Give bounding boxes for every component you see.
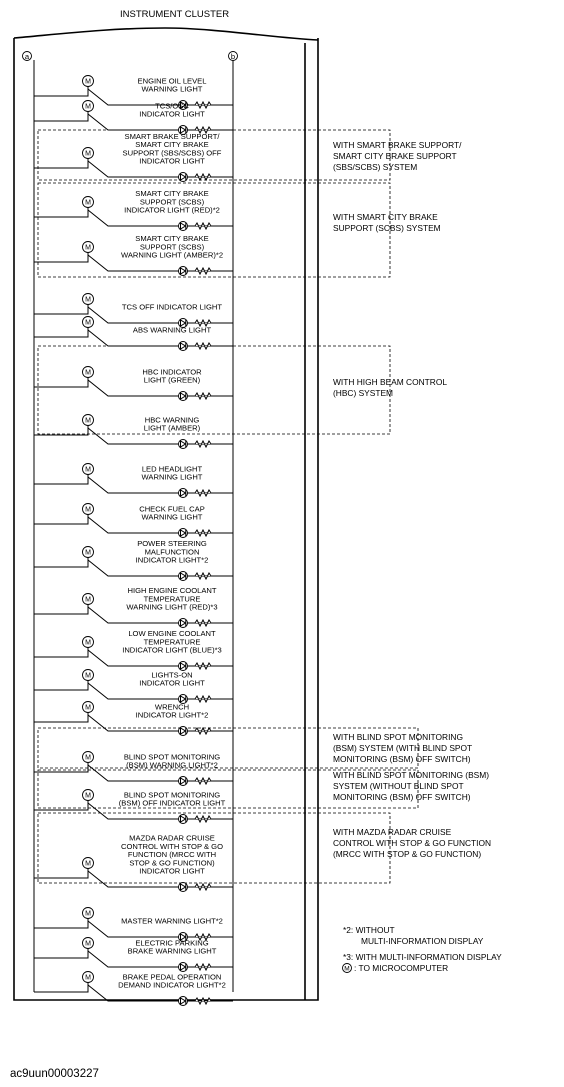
lamp-label: WARNING LIGHT [141,472,203,482]
lamp-label: SMART CITY BRAKE [135,234,209,244]
resistor-icon [195,268,211,274]
lamp-label: TCS OFF INDICATOR LIGHT [121,302,223,312]
ground-wire [34,921,88,928]
lamp-label: INDICATOR LIGHT (RED)*2 [124,205,220,215]
group-label: SYSTEM (WITHOUT BLIND SPOT [333,781,464,791]
lamp-circuit [34,834,233,892]
microcomputer-letter: M [85,199,91,207]
lamp-label: DEMAND INDICATOR LIGHT*2 [118,980,226,990]
lamp-label: SMART CITY BRAKE [135,189,209,199]
lamp-label: LIGHTS-ON [151,670,193,680]
ground-wire [34,114,88,121]
microcomputer-letter: M [85,639,91,647]
resistor-icon [195,620,211,626]
group-label: WITH SMART BRAKE SUPPORT/ [333,140,462,150]
microcomputer-letter: M [85,704,91,712]
lamp-circuit [34,294,233,328]
lamp-label: HIGH ENGINE COOLANT [127,586,217,596]
microcomputer-letter: M [85,506,91,514]
lamp-label: MAZDA RADAR CRUISE [129,833,215,843]
image-code: ac9uun00003227 [10,1068,99,1080]
group-label: WITH HIGH BEAM CONTROL [333,377,447,387]
lamp-label: LIGHT (GREEN) [143,375,201,385]
lamp-circuit [34,702,233,736]
lamp-circuit [34,504,233,538]
lamp-label: TCS/OSC [155,101,189,111]
lamp-circuit [34,464,233,498]
microcomputer-letter: M [85,319,91,327]
resistor-icon [195,441,211,447]
microcomputer-letter: M [85,596,91,604]
ground-wire [34,89,88,96]
ground-wire [34,380,88,387]
lamp-label: INDICATOR LIGHT (BLUE)*3 [122,645,222,655]
frame-top-edge [14,28,318,40]
group-label: CONTROL WITH STOP & GO FUNCTION [333,838,492,848]
lamp-label: INDICATOR LIGHT [139,109,205,119]
resistor-icon [195,663,211,669]
lamp-label: TEMPERATURE [143,637,201,647]
terminal-a-label: a [24,52,30,61]
lamp-label: BLIND SPOT MONITORING [123,790,221,800]
lamp-circuit [34,189,233,230]
lamp-circuits [34,76,233,1006]
optional-system-groups [38,130,491,883]
microcomputer-letter: M [85,910,91,918]
resistor-icon [195,174,211,180]
terminal-b-label: b [230,52,236,61]
group-label: WITH SMART CITY BRAKE [333,212,438,222]
note-microcomputer: : TO MICROCOMPUTER [354,963,449,973]
resistor-icon [195,343,211,349]
ground-wire [34,803,88,810]
system-group [38,813,491,883]
lamp-label: POWER STEERING [137,539,207,549]
microcomputer-letter: M [85,860,91,868]
microcomputer-letter: M [85,940,91,948]
lamp-label: INDICATOR LIGHT [139,678,205,688]
group-label: (SBS/SCBS) SYSTEM [333,162,418,172]
ground-wire [34,330,88,337]
ground-wire [34,765,88,772]
ground-wire [34,560,88,567]
ground-wire [34,951,88,958]
lamp-label: LED HEADLIGHT [141,464,203,474]
lamp-label: HBC INDICATOR [142,367,202,377]
ground-wire [34,871,88,878]
group-label: WITH BLIND SPOT MONITORING (BSM) [333,770,490,780]
ground-wire [34,255,88,262]
lamp-label: SUPPORT (SBS/SCBS) OFF [122,148,222,158]
group-label: (MRCC WITH STOP & GO FUNCTION) [333,849,482,859]
lamp-label: LOW ENGINE COOLANT [128,629,216,639]
resistor-icon [195,102,211,108]
ground-wire [34,650,88,657]
resistor-icon [195,816,211,822]
lamp-label: SMART BRAKE SUPPORT/ [124,131,220,141]
lamp-label: WARNING LIGHT (RED)*3 [126,602,218,612]
system-group [38,770,489,808]
resistor-icon [195,393,211,399]
ground-wire [34,477,88,484]
lamp-label: WARNING LIGHT [141,84,203,94]
lamp-label: SMART CITY BRAKE [135,140,209,150]
group-label: SMART CITY BRAKE SUPPORT [333,151,457,161]
lamp-circuit [34,790,233,824]
resistor-icon [195,728,211,734]
lamp-label: HBC WARNING [144,415,200,425]
group-label: (BSM) SYSTEM (WITH BLIND SPOT [333,743,473,753]
lamp-label: CHECK FUEL CAP [139,504,205,514]
resistor-icon [195,964,211,970]
microcomputer-letter: M [85,754,91,762]
microcomputer-letter: M [85,150,91,158]
group-label: MONITORING (BSM) OFF SWITCH) [333,792,471,802]
lamp-circuit [34,234,233,275]
system-group [38,728,472,768]
microcomputer-legend-letter: M [344,965,350,973]
group-label: WITH BLIND SPOT MONITORING [333,732,463,742]
lamp-label: LIGHT (AMBER) [143,423,201,433]
note-with-mid: *3: WITH MULTI-INFORMATION DISPLAY [343,952,502,962]
resistor-icon [195,573,211,579]
resistor-icon [195,696,211,702]
lamp-label: WRENCH [154,702,190,712]
microcomputer-letter: M [85,792,91,800]
lamp-circuit [34,908,233,942]
footnotes [343,925,503,973]
microcomputer-letter: M [85,244,91,252]
lamp-label: MALFUNCTION [144,547,200,557]
note-without-mid-cont: MULTI-INFORMATION DISPLAY [361,936,484,946]
lamp-label: INDICATOR LIGHT*2 [135,555,209,565]
group-label: MONITORING (BSM) OFF SWITCH) [333,754,471,764]
lamp-circuit [34,367,233,401]
ground-wire [34,210,88,217]
ground-wire [34,161,88,168]
lamp-label: BRAKE WARNING LIGHT [127,946,217,956]
lamp-label: SUPPORT (SCBS) [139,242,205,252]
lamp-label: ABS WARNING LIGHT [132,325,212,335]
microcomputer-letter: M [85,103,91,111]
ground-wire [34,715,88,722]
microcomputer-letter: M [85,417,91,425]
lamp-circuit [34,670,233,704]
resistor-icon [195,778,211,784]
ground-wire [34,307,88,314]
microcomputer-letter: M [85,296,91,304]
lamp-label: BLIND SPOT MONITORING [123,752,221,762]
lamp-label: CONTROL WITH STOP & GO [121,841,223,851]
lamp-circuit [34,629,233,670]
lamp-circuit [34,539,233,580]
lamp-label: SUPPORT (SCBS) [139,197,205,207]
group-label: (HBC) SYSTEM [333,388,394,398]
lamp-label: INDICATOR LIGHT [139,156,205,166]
diagram-title: INSTRUMENT CLUSTER [120,9,230,20]
note-without-mid: *2: WITHOUT [343,925,395,935]
microcomputer-letter: M [85,549,91,557]
lamp-label: ELECTRIC PARKING [135,938,209,948]
lamp-label: (BSM) OFF INDICATOR LIGHT [118,798,226,808]
lamp-circuit [34,101,233,135]
resistor-icon [195,490,211,496]
lamp-label: WARNING LIGHT [141,512,203,522]
group-label: WITH MAZDA RADAR CRUISE [333,827,452,837]
ground-wire [34,985,88,992]
ground-wire [34,607,88,614]
lamp-label: INDICATOR LIGHT*2 [135,710,209,720]
system-group [38,346,447,434]
resistor-icon [195,223,211,229]
lamp-label: STOP & GO FUNCTION) [129,858,215,868]
lamp-circuit [34,586,233,627]
resistor-icon [195,530,211,536]
lamp-label: ENGINE OIL LEVEL [137,76,207,86]
lamp-circuit [34,752,233,786]
lamp-label: FUNCTION (MRCC WITH [127,850,217,860]
lamp-circuit [34,415,233,449]
lamp-circuit [34,938,233,972]
lamp-circuit [34,76,233,110]
lamp-label: TEMPERATURE [143,594,201,604]
lamp-circuit [34,132,233,182]
microcomputer-letter: M [85,974,91,982]
microcomputer-letter: M [85,466,91,474]
group-label: SUPPORT (SCBS) SYSTEM [333,223,441,233]
ground-wire [34,517,88,524]
lamp-label: BRAKE PEDAL OPERATION [122,972,222,982]
lamp-label: INDICATOR LIGHT [139,866,205,876]
microcomputer-letter: M [85,369,91,377]
microcomputer-letter: M [85,78,91,86]
microcomputer-letter: M [85,672,91,680]
lamp-label: (BSM) WARNING LIGHT*2 [126,760,218,770]
lamp-label: MASTER WARNING LIGHT*2 [121,916,223,926]
resistor-icon [195,884,211,890]
lamp-label: WARNING LIGHT (AMBER)*2 [120,250,224,260]
resistor-icon [195,998,211,1004]
ground-wire [34,683,88,690]
